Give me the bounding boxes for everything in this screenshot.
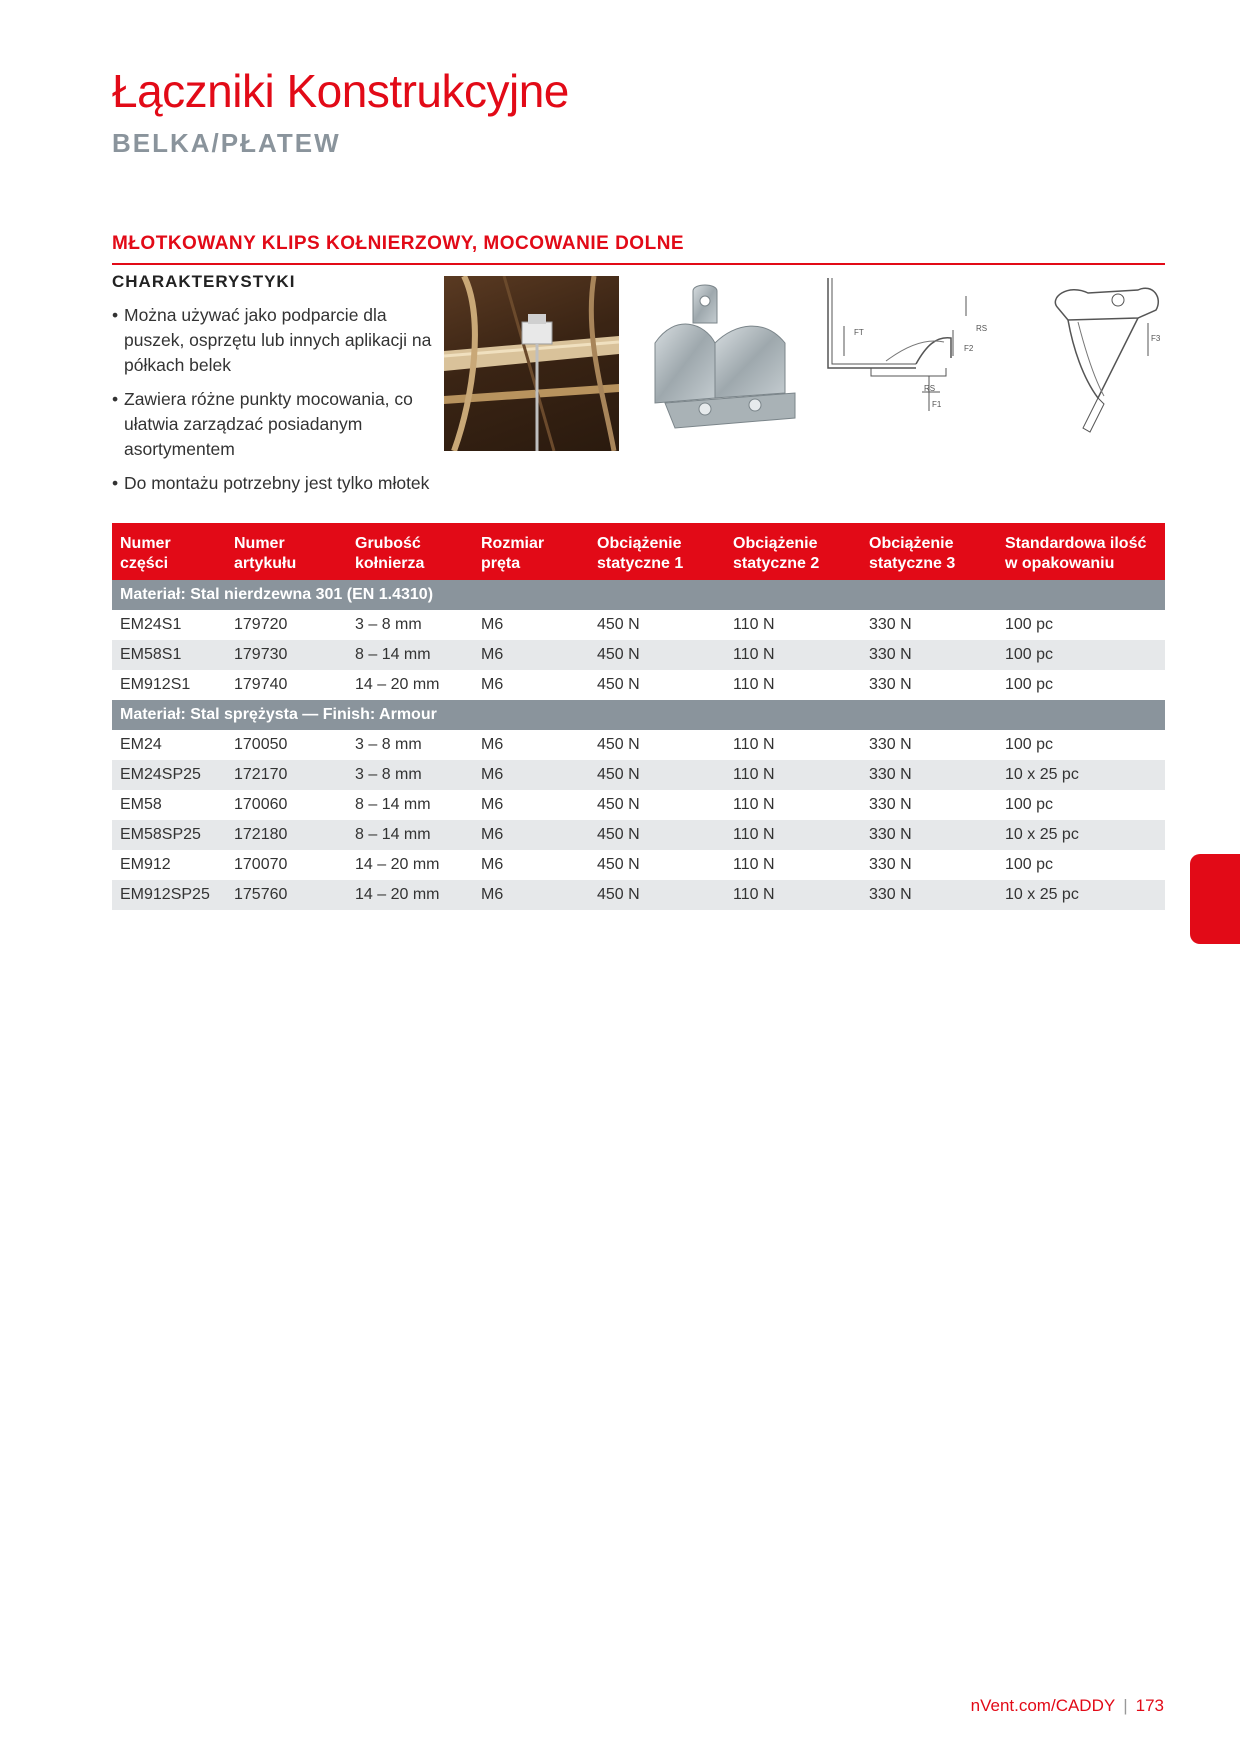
load-diagram-f3 — [1038, 278, 1178, 443]
table-cell: M6 — [473, 640, 589, 670]
table-cell: EM24S1 — [120, 616, 182, 633]
table-cell: 330 N — [869, 616, 912, 633]
table-cell: 100 pc — [1005, 676, 1054, 693]
table-cell: EM912 — [120, 856, 171, 873]
table-cell: 170070 — [234, 856, 288, 873]
table-cell: 110 N — [725, 880, 861, 910]
table-row — [112, 670, 1165, 700]
table-row — [112, 760, 1165, 790]
table-cell: M6 — [473, 760, 589, 790]
table-row — [112, 850, 1165, 880]
footer-separator: | — [1123, 1696, 1128, 1715]
table-row — [112, 730, 1165, 760]
col-header-static-load-3: Obciążenie statyczne 3 — [861, 523, 997, 580]
table-cell: 14 – 20 mm — [347, 880, 473, 910]
table-cell: 110 N — [725, 820, 861, 850]
col-header-static-load-1: Obciążenie statyczne 1 — [589, 523, 725, 580]
table-body — [112, 580, 1165, 910]
table-cell: 8 – 14 mm — [355, 796, 431, 813]
table-cell: 100 pc — [1005, 616, 1054, 633]
table-cell: 170050 — [234, 736, 288, 753]
col-header-article-number: Numer artykułu — [226, 523, 347, 580]
features-list — [112, 303, 432, 505]
table-cell: 450 N — [589, 880, 725, 910]
diagram-label-f2: F2 — [964, 344, 974, 353]
table-cell: 100 pc — [1005, 736, 1054, 753]
table-cell: M6 — [481, 616, 504, 633]
table-cell: 100 pc — [1005, 796, 1054, 813]
table-cell: 100 pc — [997, 640, 1165, 670]
table-cell: 14 – 20 mm — [355, 676, 440, 693]
table-cell: 110 N — [725, 760, 861, 790]
table-cell: 8 – 14 mm — [347, 820, 473, 850]
table-cell: 330 N — [869, 796, 912, 813]
footer-url[interactable]: nVent.com/CADDY — [970, 1696, 1116, 1715]
table-cell: 450 N — [589, 820, 725, 850]
feature-item: • Do montażu potrzebny jest tylko młotek — [112, 471, 432, 496]
table-cell: M6 — [481, 676, 504, 693]
table-cell: 450 N — [597, 796, 640, 813]
table-row — [112, 610, 1165, 640]
table-cell: 450 N — [597, 736, 640, 753]
table-cell: 110 N — [733, 796, 775, 813]
table-cell: 110 N — [733, 856, 775, 873]
table-cell: 10 x 25 pc — [997, 820, 1165, 850]
section-title: MŁOTKOWANY KLIPS KOŁNIERZOWY, MOCOWANIE DOLNE — [112, 233, 1165, 265]
table-cell: EM912S1 — [120, 676, 191, 693]
product-image — [645, 283, 805, 443]
material-group-row — [112, 580, 1165, 610]
table-cell: 100 pc — [1005, 856, 1054, 873]
table-cell: EM58 — [120, 796, 162, 813]
footer — [971, 1696, 1164, 1716]
table-cell: 450 N — [597, 676, 640, 693]
table-cell: 3 – 8 mm — [355, 736, 422, 753]
table-cell: EM58SP25 — [112, 820, 226, 850]
features-heading: CHARAKTERYSTYKI — [112, 272, 296, 291]
table-cell: 450 N — [597, 616, 640, 633]
table-cell: 110 N — [725, 640, 861, 670]
page-number: 173 — [1135, 1696, 1164, 1715]
table-cell: 450 N — [597, 856, 640, 873]
table-cell: 3 – 8 mm — [355, 616, 422, 633]
diagram-label-rs-top: RS — [976, 324, 988, 333]
col-header-static-load-2: Obciążenie statyczne 2 — [725, 523, 861, 580]
table-cell: 3 – 8 mm — [347, 760, 473, 790]
diagram-label-f1: F1 — [932, 400, 942, 409]
side-tab — [1190, 854, 1240, 944]
table-cell: 175760 — [226, 880, 347, 910]
material-group-label: Materiał: Stal nierdzewna 301 (EN 1.4310) — [112, 580, 1165, 610]
page-subtitle: BELKA/PŁATEW — [112, 128, 341, 158]
table-cell: 450 N — [589, 640, 725, 670]
table-cell: 172180 — [226, 820, 347, 850]
table-cell: 10 x 25 pc — [997, 760, 1165, 790]
table-cell: EM24 — [120, 736, 162, 753]
col-header-flange-thickness: Grubość kołnierza — [347, 523, 473, 580]
table-cell: 14 – 20 mm — [355, 856, 440, 873]
table-cell: 110 N — [733, 676, 775, 693]
table-cell: 172170 — [226, 760, 347, 790]
table-cell: 8 – 14 mm — [347, 640, 473, 670]
load-diagram — [826, 276, 1001, 436]
table-cell: EM58S1 — [112, 640, 226, 670]
table-cell: 330 N — [869, 676, 912, 693]
material-group-row — [112, 700, 1165, 730]
table-row — [112, 880, 1165, 910]
diagram-label-rs-bottom: RS — [924, 384, 936, 393]
table-cell: M6 — [481, 796, 504, 813]
col-header-part-number: Numer części — [112, 523, 226, 580]
table-header-row — [112, 523, 1165, 580]
table-cell: 179720 — [234, 616, 288, 633]
table-cell: 330 N — [861, 640, 997, 670]
table-row — [112, 790, 1165, 820]
table-cell: M6 — [481, 736, 504, 753]
table-cell: 110 N — [733, 736, 775, 753]
material-group-label: Materiał: Stal sprężysta — Finish: Armour — [112, 700, 1165, 730]
table-cell: 330 N — [861, 880, 997, 910]
col-header-package-qty: Standardowa ilość w opakowaniu — [997, 523, 1165, 580]
table-cell: 330 N — [861, 760, 997, 790]
feature-item: • Można używać jako podparcie dla puszek, osprzętu lub innych aplikacji na półkach belek — [112, 303, 432, 378]
table-cell: M6 — [473, 820, 589, 850]
table-cell: 10 x 25 pc — [997, 880, 1165, 910]
table-cell: EM912SP25 — [112, 880, 226, 910]
table-cell: 179740 — [234, 676, 288, 693]
table-cell: EM24SP25 — [112, 760, 226, 790]
diagram-label-ft: FT — [854, 328, 864, 337]
table-cell: 110 N — [733, 616, 775, 633]
table-cell: 179730 — [226, 640, 347, 670]
table-cell: 450 N — [589, 760, 725, 790]
diagram-label-f3: F3 — [1151, 334, 1161, 343]
table-cell: 330 N — [869, 736, 912, 753]
table-row — [112, 820, 1165, 850]
table-cell: M6 — [481, 856, 504, 873]
feature-item: • Zawiera różne punkty mocowania, co ułatwia zarządzać posiadanym asortymentem — [112, 387, 432, 462]
installation-photo — [444, 276, 619, 451]
col-header-rod-size: Rozmiar pręta — [473, 523, 589, 580]
spec-table — [112, 523, 1165, 910]
table-cell: M6 — [473, 880, 589, 910]
page-title: Łączniki Konstrukcyjne — [112, 65, 569, 117]
table-row — [112, 640, 1165, 670]
table-cell: 170060 — [234, 796, 288, 813]
table-cell: 330 N — [869, 856, 912, 873]
table-cell: 330 N — [861, 820, 997, 850]
